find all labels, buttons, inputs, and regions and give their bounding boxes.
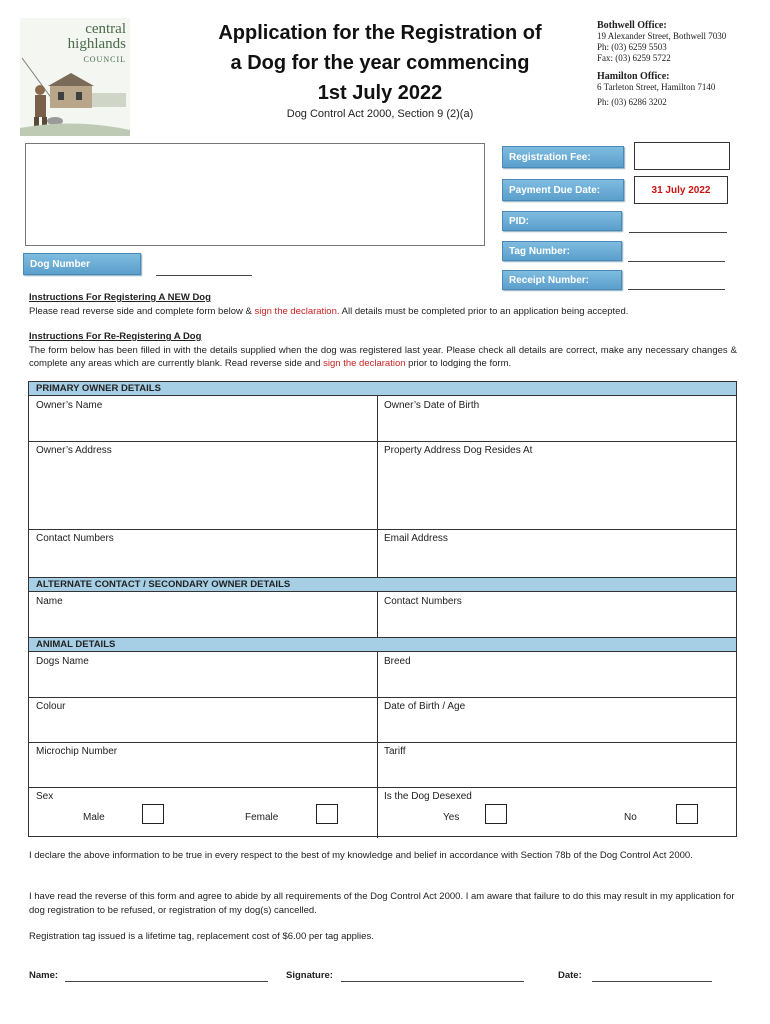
alt-contact-field[interactable]: Contact Numbers bbox=[384, 596, 462, 607]
title-line-1: Application for the Registration of bbox=[218, 22, 542, 44]
instructions-new-text-b: All details must be completed prior to an application being accepted. bbox=[339, 305, 629, 317]
microchip-field[interactable]: Microchip Number bbox=[36, 746, 118, 757]
title-line-2: a Dog for the year commencing bbox=[230, 52, 530, 74]
male-checkbox[interactable] bbox=[142, 804, 164, 824]
instructions-new-text-a: Please read reverse side and complete form below & bbox=[29, 305, 255, 317]
property-address-field[interactable]: Property Address Dog Resides At bbox=[384, 445, 533, 456]
instructions-re-sign: sign the declaration bbox=[323, 358, 406, 369]
payment-due-date-label: Payment Due Date: bbox=[502, 179, 624, 201]
instructions-re-text-b: prior to lodging the form. bbox=[405, 358, 512, 369]
registration-fee-box[interactable] bbox=[634, 142, 730, 170]
female-label: Female bbox=[245, 812, 279, 823]
date-label: Date: bbox=[558, 970, 582, 981]
name-label: Name: bbox=[29, 970, 59, 981]
declaration-paragraph-3: Registration tag issued is a lifetime tag, replacement cost of $6.00 per tag applies. bbox=[29, 931, 374, 942]
signature-label: Signature: bbox=[286, 970, 333, 981]
receipt-number-line[interactable] bbox=[628, 289, 725, 290]
instructions-re-heading: Instructions For Re-Registering A Dog bbox=[29, 331, 202, 342]
email-address-field[interactable]: Email Address bbox=[384, 533, 448, 544]
contact-numbers-field[interactable]: Contact Numbers bbox=[36, 533, 114, 544]
instructions-new-sign: sign the declaration. bbox=[254, 305, 340, 317]
breed-field[interactable]: Breed bbox=[384, 656, 411, 667]
tag-number-label: Tag Number: bbox=[502, 241, 622, 261]
page-title bbox=[195, 18, 565, 108]
address-label-box[interactable] bbox=[25, 143, 485, 246]
declaration-paragraph-1: I declare the above information to be true in every respect to the best of my knowledge and belief in accordance with Section 78b of the Dog Control Act 2000. bbox=[29, 850, 693, 861]
hamilton-address: 6 Tarleton Street, Hamilton 7140 bbox=[597, 82, 716, 92]
payment-due-date-value: 31 July 2022 bbox=[634, 176, 728, 204]
registration-form bbox=[28, 381, 737, 837]
bothwell-address: 19 Alexander Street, Bothwell 7030 bbox=[597, 31, 727, 41]
dog-number-label: Dog Number bbox=[23, 253, 141, 275]
colour-field[interactable]: Colour bbox=[36, 701, 66, 712]
primary-owner-heading: PRIMARY OWNER DETAILS bbox=[29, 382, 736, 396]
dob-age-field[interactable]: Date of Birth / Age bbox=[384, 701, 466, 712]
council-logo bbox=[20, 18, 130, 136]
logo-line-2: highlands bbox=[67, 36, 126, 52]
desexed-no-checkbox[interactable] bbox=[676, 804, 698, 824]
logo-line-3: COUNCIL bbox=[83, 55, 126, 64]
instructions-new-heading: Instructions For Registering A NEW Dog bbox=[29, 292, 211, 303]
bothwell-office bbox=[597, 20, 767, 64]
receipt-number-label: Receipt Number: bbox=[502, 270, 622, 290]
declaration-paragraph-2: I have read the reverse of this form and agree to abide by all requirements of the Dog Control Act 2000. I am aware that failure to do this may result in my application for dog registration to be refused, or registration of my dog(s) cancelled. bbox=[29, 891, 735, 916]
alternate-contact-heading: ALTERNATE CONTACT / SECONDARY OWNER DETAILS bbox=[29, 578, 736, 592]
signature-line[interactable] bbox=[341, 981, 524, 982]
desexed-label: Is the Dog Desexed bbox=[384, 791, 472, 802]
name-line[interactable] bbox=[65, 981, 268, 982]
yes-label: Yes bbox=[443, 812, 460, 823]
female-checkbox[interactable] bbox=[316, 804, 338, 824]
animal-details-heading: ANIMAL DETAILS bbox=[29, 638, 736, 652]
no-label: No bbox=[624, 812, 637, 823]
title-line-3: 1st July 2022 bbox=[317, 82, 443, 104]
bothwell-office-name: Bothwell Office: bbox=[597, 20, 667, 31]
sex-label: Sex bbox=[36, 791, 54, 802]
divider bbox=[377, 396, 378, 579]
male-label: Male bbox=[83, 812, 105, 823]
dogs-name-field[interactable]: Dogs Name bbox=[36, 656, 89, 667]
hamilton-phone: Ph: (03) 6286 3202 bbox=[597, 97, 667, 107]
instructions-new bbox=[29, 291, 739, 318]
instructions-reregister bbox=[29, 330, 737, 371]
owners-name-field[interactable]: Owner’s Name bbox=[36, 400, 103, 411]
desexed-yes-checkbox[interactable] bbox=[485, 804, 507, 824]
hamilton-office bbox=[597, 71, 767, 108]
owners-address-field[interactable]: Owner’s Address bbox=[36, 445, 112, 456]
dog-number-line[interactable] bbox=[156, 275, 252, 276]
alt-name-field[interactable]: Name bbox=[36, 596, 63, 607]
page-subtitle: Dog Control Act 2000, Section 9 (2)(a) bbox=[286, 108, 474, 120]
date-line[interactable] bbox=[592, 981, 712, 982]
instructions-re-text-a: The form below has been filled in with the details supplied when the dog was registered last year. Please check all details are correct, make any necessary changes & complete any areas which are currently blank. Read reverse side and bbox=[29, 344, 737, 369]
bothwell-fax: Fax: (03) 6259 5722 bbox=[597, 53, 671, 63]
bothwell-phone: Ph: (03) 6259 5503 bbox=[597, 42, 667, 52]
hamilton-office-name: Hamilton Office: bbox=[597, 71, 670, 82]
owners-dob-field[interactable]: Owner’s Date of Birth bbox=[384, 400, 480, 411]
tag-number-line[interactable] bbox=[628, 261, 725, 262]
logo-line-1: central bbox=[85, 21, 126, 37]
pid-label: PID: bbox=[502, 211, 622, 231]
registration-fee-label: Registration Fee: bbox=[502, 146, 624, 168]
pid-line[interactable] bbox=[629, 232, 727, 233]
tariff-field[interactable]: Tariff bbox=[384, 746, 406, 757]
